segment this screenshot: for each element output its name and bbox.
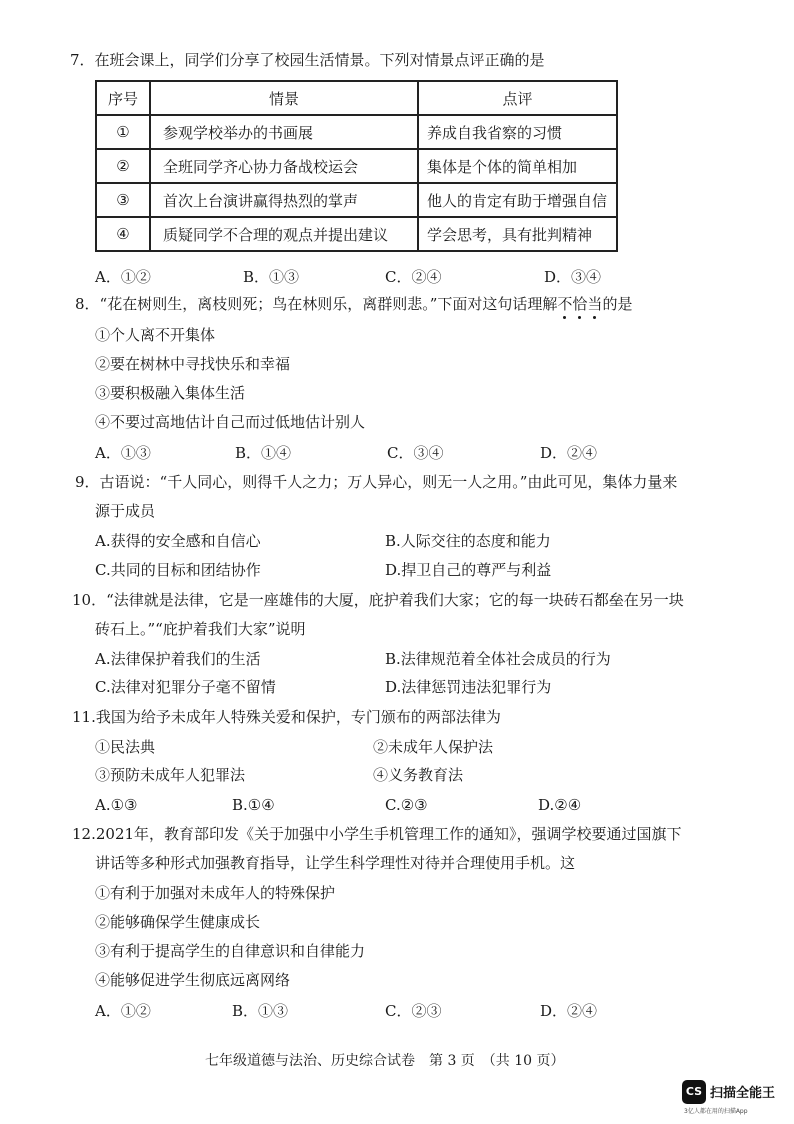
table-row <box>96 183 617 217</box>
scanner-logo-icon: CS <box>682 1080 706 1104</box>
q10-stem-line2: 砖石上。”“庇护着我们大家”说明 <box>95 620 306 638</box>
q7-cell-comment: 他人的肯定有助于增强自信 <box>418 183 617 217</box>
q7-cell-scene: 首次上台演讲赢得热烈的掌声 <box>150 183 418 217</box>
q7-option-b: B．①③ <box>243 268 300 286</box>
q9-option-b: B.人际交往的态度和能力 <box>385 532 551 550</box>
q12-option-d: D．②④ <box>540 1002 598 1020</box>
q9-stem-line2: 源于成员 <box>95 502 156 520</box>
q8-option-d: D．②④ <box>540 444 598 462</box>
table-row <box>96 115 617 149</box>
q10-option-d: D.法律惩罚违法犯罪行为 <box>385 678 552 696</box>
q7-cell-scene: 质疑同学不合理的观点并提出建议 <box>150 217 418 251</box>
q11-option-a: A.①③ <box>95 796 138 814</box>
q12-item-4: ④能够促进学生彻底远离网络 <box>95 971 291 989</box>
q7-option-d: D．③④ <box>544 268 602 286</box>
q7-cell-index: ② <box>96 149 150 183</box>
q8-item-3: ③要积极融入集体生活 <box>95 384 246 402</box>
q12-option-a: A．①② <box>95 1002 151 1020</box>
q12-item-2: ②能够确保学生健康成长 <box>95 913 261 931</box>
q7-cell-comment: 学会思考，具有批判精神 <box>418 217 617 251</box>
q11-option-b: B.①④ <box>232 796 275 814</box>
q11-item-1: ①民法典 <box>95 738 156 756</box>
q9-stem-line1: 9．古语说：“千人同心，则得千人之力；万人异心，则无一人之用。”由此可见，集体力量来 <box>75 473 678 491</box>
page-footer: 七年级道德与法治、历史综合试卷 第 3 页 （共 10 页） <box>205 1053 565 1069</box>
q7-header-comment: 点评 <box>418 81 617 115</box>
q8-option-c: C．③④ <box>387 444 444 462</box>
q8-stem-after: 的是 <box>602 295 633 313</box>
q7-cell-scene: 参观学校举办的书画展 <box>150 115 418 149</box>
q7-option-a: A．①② <box>95 268 151 286</box>
q8-option-a: A．①③ <box>95 444 151 462</box>
q10-stem-line1: 10．“法律就是法律，它是一座雄伟的大厦，庇护着我们大家；它的每一块砖石都垒在另一块 <box>72 591 684 609</box>
q10-option-b: B.法律规范着全体社会成员的行为 <box>385 650 611 668</box>
q11-option-d: D.②④ <box>538 796 582 814</box>
q7-cell-scene: 全班同学齐心协力备战校运会 <box>150 149 418 183</box>
q8-stem-before: 8．“花在树则生，离枝则死；鸟在林则乐，离群则悲。”下面对这句话理解 <box>75 295 558 313</box>
scanner-watermark <box>682 1080 782 1116</box>
q12-item-1: ①有利于加强对未成年人的特殊保护 <box>95 884 336 902</box>
q8-emphasis-char: 恰 <box>572 295 588 313</box>
q9-option-d: D.捍卫自己的尊严与利益 <box>385 561 552 579</box>
q7-option-c: C．②④ <box>385 268 442 286</box>
q7-cell-index: ① <box>96 115 150 149</box>
q11-item-3: ③预防未成年人犯罪法 <box>95 766 246 784</box>
q12-option-c: C．②③ <box>385 1002 442 1020</box>
q8-item-2: ②要在树林中寻找快乐和幸福 <box>95 355 291 373</box>
q7-header-index: 序号 <box>96 81 150 115</box>
q11-item-2: ②未成年人保护法 <box>373 738 494 756</box>
q7-cell-comment: 养成自我省察的习惯 <box>418 115 617 149</box>
q12-item-3: ③有利于提高学生的自律意识和自律能力 <box>95 942 366 960</box>
q8-emphasis-char: 不 <box>557 295 573 313</box>
q9-option-c: C.共同的目标和团结协作 <box>95 561 261 579</box>
q7-cell-index: ④ <box>96 217 150 251</box>
q7-stem: 7．在班会课上，同学们分享了校园生活情景。下列对情景点评正确的是 <box>70 51 545 69</box>
q11-item-4: ④义务教育法 <box>373 766 464 784</box>
q7-header-scene: 情景 <box>150 81 418 115</box>
q11-stem: 11.我国为给予未成年人特殊关爱和保护，专门颁布的两部法律为 <box>72 708 501 726</box>
q12-option-b: B．①③ <box>232 1002 289 1020</box>
q7-table <box>95 80 618 252</box>
q12-stem-line2: 讲话等多种形式加强教育指导，让学生科学理性对待并合理使用手机。这 <box>95 854 576 872</box>
scanner-subtitle: 3亿人都在用的扫描App <box>684 1108 748 1115</box>
q10-option-a: A.法律保护着我们的生活 <box>95 650 261 668</box>
q10-option-c: C.法律对犯罪分子毫不留情 <box>95 678 276 696</box>
q7-table-header-row <box>96 81 617 115</box>
q7-cell-comment: 集体是个体的简单相加 <box>418 149 617 183</box>
q11-option-c: C.②③ <box>385 796 428 814</box>
q8-stem <box>75 294 632 314</box>
q9-option-a: A.获得的安全感和自信心 <box>95 532 261 550</box>
q8-option-b: B．①④ <box>235 444 292 462</box>
q8-item-4: ④不要过高地估计自己而过低地估计别人 <box>95 413 366 431</box>
q8-item-1: ①个人离不开集体 <box>95 326 216 344</box>
q8-stem-emphasis <box>557 295 602 313</box>
table-row <box>96 217 617 251</box>
q12-stem-line1: 12.2021年，教育部印发《关于加强中小学生手机管理工作的通知》，强调学校要通过国旗下 <box>72 825 682 843</box>
table-row <box>96 149 617 183</box>
q8-emphasis-char: 当 <box>587 295 603 313</box>
scanner-title: 扫描全能王 <box>710 1086 776 1101</box>
q7-cell-index: ③ <box>96 183 150 217</box>
